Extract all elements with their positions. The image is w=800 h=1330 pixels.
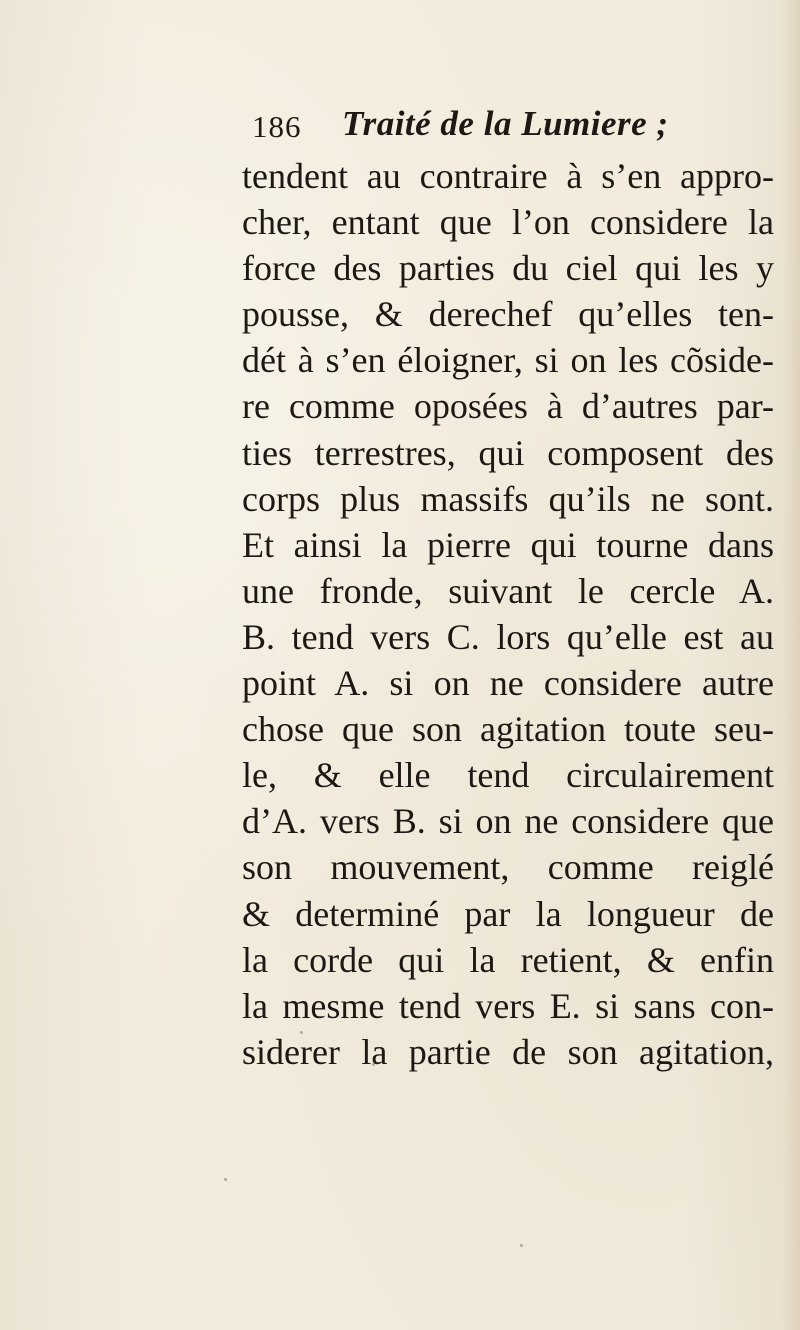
text-line: B. tend vers C. lors qu’elle est au <box>242 616 774 657</box>
text-line: corps plus massifs qu’ils ne sont. <box>242 478 774 519</box>
body-text <box>242 153 774 1075</box>
text-line: la mesme tend vers E. si sans con- <box>242 985 774 1026</box>
paper-speck <box>300 1031 303 1034</box>
text-line: Et ainsi la pierre qui tourne dans <box>242 524 774 565</box>
text-line: une fronde, suivant le cercle A. <box>242 570 774 611</box>
text-line: re comme oposées à d’autres par- <box>242 386 774 427</box>
paper-speck <box>224 1178 227 1181</box>
page-number: 186 <box>252 109 302 144</box>
page-edge <box>782 0 800 1330</box>
text-line: point A. si on ne considere autre <box>242 663 774 704</box>
text-line: & determiné par la longueur de <box>242 893 774 934</box>
text-line: ties terrestres, qui composent des <box>242 432 774 473</box>
text-line: pousse, & derechef qu’elles ten- <box>242 294 774 335</box>
text-line: d’A. vers B. si on ne considere que <box>242 801 774 842</box>
text-line: cher, entant que l’on considere la <box>242 202 774 243</box>
text-line: son mouvement, comme reiglé <box>242 847 774 888</box>
running-title: Traité de la Lumiere ; <box>342 104 669 143</box>
page-header <box>252 104 772 150</box>
text-line: la corde qui la retient, & enfin <box>242 939 774 980</box>
text-line: dét à s’en éloigner, si on les cõside- <box>242 340 774 381</box>
paper-speck <box>520 1244 523 1247</box>
text-line: chose que son agitation toute seu- <box>242 709 774 750</box>
text-line: le, & elle tend circulairement <box>242 755 774 796</box>
paper-speck <box>372 1063 375 1066</box>
text-line: tendent au contraire à s’en appro- <box>242 156 774 196</box>
text-line: force des parties du ciel qui les y <box>242 248 774 289</box>
text-line: siderer la partie de son agitation, <box>242 1031 774 1072</box>
